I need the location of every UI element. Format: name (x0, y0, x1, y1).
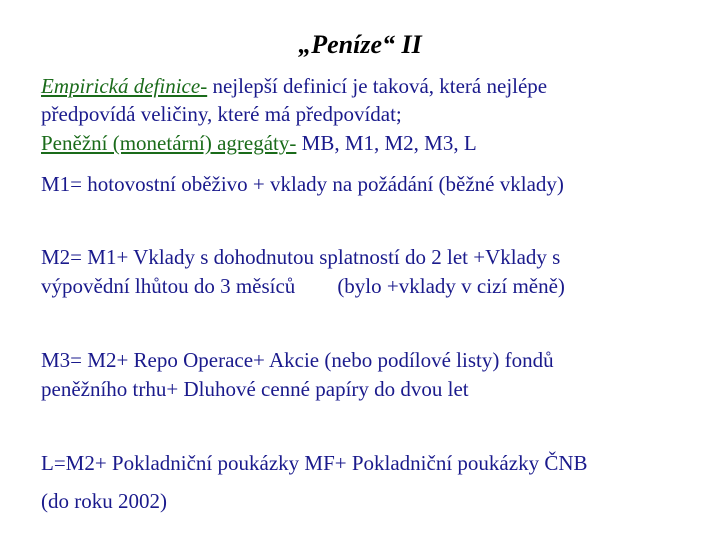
m3-definition-line-2: peněžního trhu+ Dluhové cenné papíry do dvou let (41, 377, 469, 401)
aggregates-label: Peněžní (monetární) agregáty- (41, 131, 297, 155)
m2-definition-line-2 (41, 272, 565, 300)
m2-definition-line-1: M2= M1+ Vklady s dohodnutou splatností do 2 let +Vklady s (41, 245, 561, 269)
empirical-definition-text: nejlepší definicí je taková, která nejlépe (207, 74, 548, 98)
m1-definition: M1= hotovostní oběživo + vklady na požádání (běžné vklady) (41, 172, 564, 196)
slide-title: „Peníze“ II (298, 30, 422, 59)
empirical-definition-line-2: předpovídá veličiny, které má předpovídat; (41, 102, 402, 126)
aggregates-line (41, 129, 477, 157)
aggregates-text: MB, M1, M2, M3, L (296, 131, 477, 155)
empirical-definition-label: Empirická definice- (41, 74, 208, 98)
m2-definition-text: výpovědní lhůtou do 3 měsíců (41, 274, 296, 298)
m3-definition-line-1: M3= M2+ Repo Operace+ Akcie (nebo podílové listy) fondů (41, 348, 554, 372)
l-definition-line-1: L=M2+ Pokladniční poukázky MF+ Pokladniční poukázky ČNB (41, 451, 588, 475)
l-definition-line-2: (do roku 2002) (41, 489, 167, 513)
empirical-definition-line-1 (41, 72, 547, 100)
m2-definition-note: (bylo +vklady v cizí měně) (337, 274, 565, 298)
